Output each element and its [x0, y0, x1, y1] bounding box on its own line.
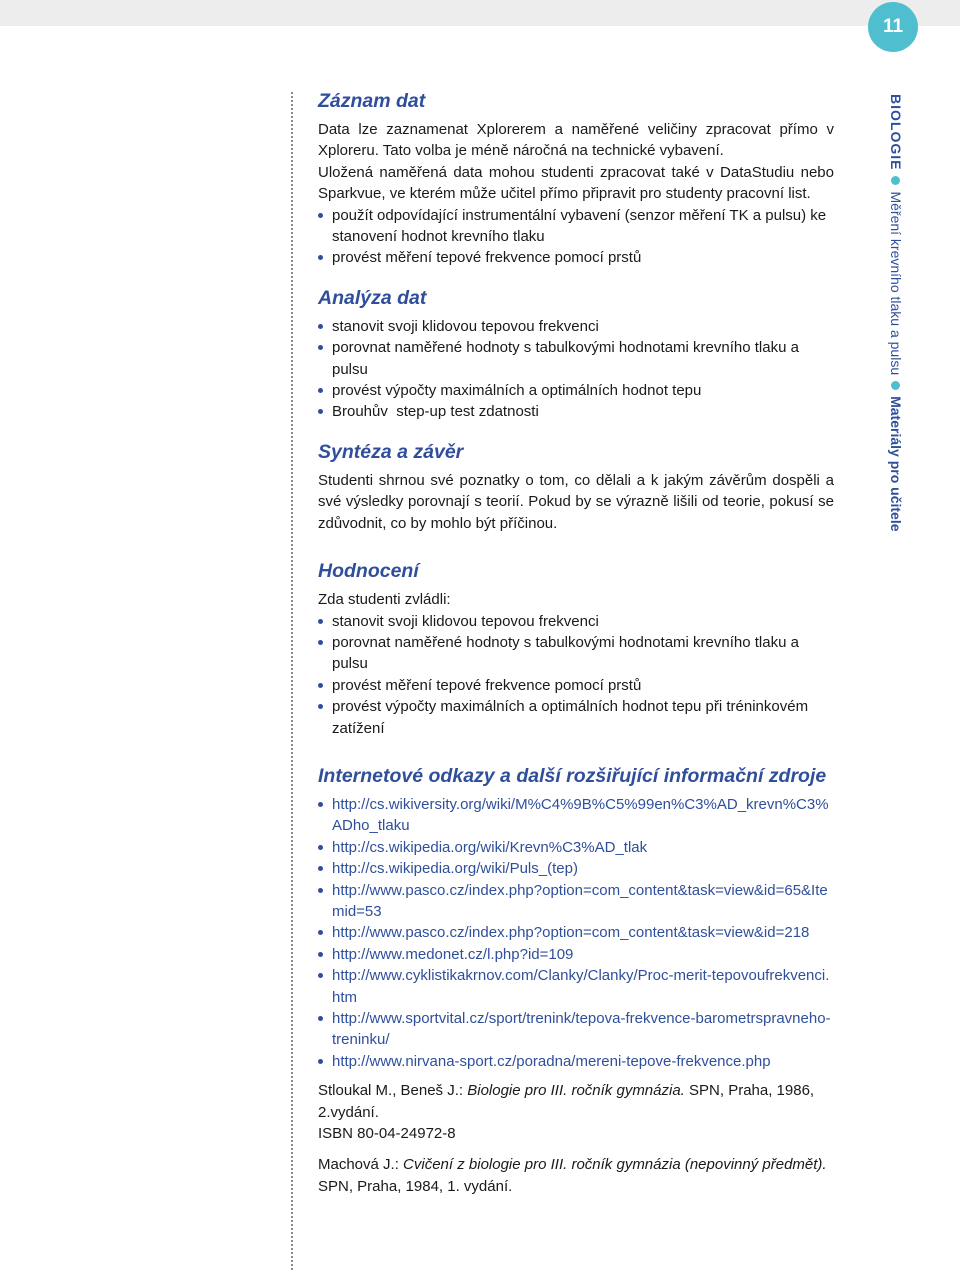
- list-item: [318, 337, 834, 380]
- paragraph: Studenti shrnou své poznatky o tom, co dělali a k jakým závěrům dospěli a své výsledky porovnají s teorií. Pokud by se výrazně lišili od teorie, pokusí se zdůvodnit, co by mohlo být příčinou.: [318, 471, 834, 532]
- section-internetove-odkazy: [318, 763, 834, 1197]
- section-heading: Syntéza a závěr: [318, 440, 464, 463]
- link-list: [318, 794, 834, 1072]
- list-item-text: stanovit svoji klidovou tepovou frekvenci: [332, 317, 599, 335]
- bullet-icon: [318, 1059, 323, 1064]
- list-item: [318, 696, 834, 739]
- link-item[interactable]: [318, 1008, 834, 1051]
- bullet-icon: [318, 973, 323, 978]
- list-item: [318, 675, 834, 696]
- link-item[interactable]: [318, 1051, 834, 1072]
- section-zaznam-dat: [318, 88, 834, 269]
- side-running-title: [884, 94, 908, 564]
- side-audience: Materiály pro učitele: [888, 396, 904, 532]
- reference-authors: Stloukal M., Beneš J.:: [318, 1082, 468, 1100]
- bullet-icon: [318, 324, 323, 329]
- paragraph: Zda studenti zvládli:: [318, 591, 451, 609]
- side-dot-icon: [892, 176, 901, 185]
- list-item: [318, 611, 834, 632]
- list-item-text: provést měření tepové frekvence pomocí prstů: [332, 676, 642, 694]
- section-heading: Záznam dat: [318, 90, 426, 112]
- reference: [318, 1154, 834, 1197]
- bullet-list: [318, 205, 834, 269]
- list-item-text: Brouhův step-up test zdatnosti: [332, 403, 539, 421]
- bullet-icon: [318, 888, 323, 893]
- reference: [318, 1080, 834, 1144]
- reference-title: Cvičení z biologie pro III. ročník gymnázia (nepovinný předmět).: [403, 1156, 827, 1174]
- bullet-list: [318, 611, 834, 739]
- list-item: [318, 247, 834, 268]
- bullet-icon: [318, 1016, 323, 1021]
- link-item[interactable]: [318, 965, 834, 1008]
- list-item-text: porovnat naměřené hodnoty s tabulkovými hodnotami krevního tlaku a pulsu: [332, 633, 799, 673]
- main-content: [318, 88, 834, 1213]
- bullet-icon: [318, 802, 323, 807]
- list-item: [318, 401, 834, 422]
- margin-divider: [291, 92, 293, 1270]
- list-item: [318, 380, 834, 401]
- page-number-badge: [868, 2, 918, 52]
- bullet-icon: [318, 409, 323, 414]
- reference-title: Biologie pro III. ročník gymnázia.: [467, 1082, 685, 1100]
- link-text[interactable]: http://www.sportvital.cz/sport/trenink/tepova-frekvence-barometrspravneho-treninku/: [332, 1010, 831, 1049]
- paragraph: Data lze zaznamenat Xplorerem a naměřené veličiny zpracovat přímo v Xploreru. Tato volba je méně náročná na technické vybavení.: [318, 121, 834, 160]
- list-item: [318, 632, 834, 675]
- list-item: [318, 205, 834, 248]
- bullet-icon: [318, 683, 323, 688]
- bullet-icon: [318, 845, 323, 850]
- side-dot-icon: [892, 381, 901, 390]
- bullet-icon: [318, 388, 323, 393]
- section-hodnoceni: [318, 558, 834, 739]
- section-analyza-dat: [318, 285, 834, 423]
- list-item-text: použít odpovídající instrumentální vybavení (senzor měření TK a pulsu) ke stanovení hodnot krevního tlaku: [332, 206, 827, 246]
- bullet-icon: [318, 619, 323, 624]
- side-topic: Měření krevního tlaku a pulsu: [888, 191, 904, 376]
- link-text[interactable]: http://www.pasco.cz/index.php?option=com_content&task=view&id=218: [332, 924, 810, 942]
- bullet-list: [318, 316, 834, 423]
- list-item-text: provést měření tepové frekvence pomocí prstů: [332, 249, 642, 267]
- bullet-icon: [318, 866, 323, 871]
- link-item[interactable]: [318, 880, 834, 923]
- section-synteza-a-zaver: [318, 439, 834, 534]
- list-item-text: provést výpočty maximálních a optimálních hodnot tepu: [332, 382, 702, 400]
- reference-isbn: ISBN 80-04-24972-8: [318, 1125, 456, 1143]
- section-heading: Hodnocení: [318, 560, 419, 583]
- list-item-text: stanovit svoji klidovou tepovou frekvenci: [332, 612, 599, 630]
- list-item: [318, 316, 834, 337]
- link-item[interactable]: [318, 794, 834, 837]
- bullet-icon: [318, 213, 323, 218]
- list-item-text: porovnat naměřené hodnoty s tabulkovými hodnotami krevního tlaku a pulsu: [332, 339, 799, 378]
- section-heading: Analýza dat: [318, 286, 427, 309]
- link-item[interactable]: [318, 944, 834, 965]
- bullet-icon: [318, 704, 323, 709]
- reference-publisher: SPN, Praha, 1986, 2.vydání.: [318, 1082, 815, 1121]
- bullet-icon: [318, 640, 323, 645]
- link-text[interactable]: http://cs.wikiversity.org/wiki/M%C4%9B%C5%99en%C3%AD_krevn%C3%ADho_tlaku: [332, 795, 829, 835]
- page-number: 11: [882, 16, 904, 37]
- top-band: [0, 0, 960, 26]
- link-text[interactable]: http://www.pasco.cz/index.php?option=com_content&task=view&id=65&Itemid=53: [332, 881, 828, 920]
- list-item-text: provést výpočty maximálních a optimálních hodnot tepu při tréninkovém zatížení: [332, 698, 809, 737]
- link-item[interactable]: [318, 922, 834, 943]
- paragraph: Uložená naměřená data mohou studenti zpracovat také v DataStudiu nebo Sparkvue, ve kterém může učitel přímo připravit pro studenty pracovní list.: [318, 163, 834, 203]
- link-text[interactable]: http://www.nirvana-sport.cz/poradna/mereni-tepove-frekvence.php: [332, 1052, 771, 1070]
- link-item[interactable]: [318, 837, 834, 858]
- bullet-icon: [318, 345, 323, 350]
- section-heading: Internetové odkazy a další rozšiřující informační zdroje: [318, 764, 827, 787]
- bullet-icon: [318, 952, 323, 957]
- link-text[interactable]: http://www.medonet.cz/l.php?id=109: [332, 945, 574, 963]
- bullet-icon: [318, 255, 323, 260]
- link-text[interactable]: http://cs.wikipedia.org/wiki/Krevn%C3%AD_tlak: [332, 838, 648, 856]
- reference-publisher: SPN, Praha, 1984, 1. vydání.: [318, 1177, 513, 1195]
- side-subject: BIOLOGIE: [888, 94, 904, 171]
- link-text[interactable]: http://www.cyklistikakrnov.com/Clanky/Clanky/Proc-merit-tepovoufrekvenci.htm: [332, 967, 830, 1006]
- reference-authors: Machová J.:: [318, 1156, 404, 1174]
- link-item[interactable]: [318, 858, 834, 879]
- bullet-icon: [318, 930, 323, 935]
- link-text[interactable]: http://cs.wikipedia.org/wiki/Puls_(tep): [332, 860, 578, 878]
